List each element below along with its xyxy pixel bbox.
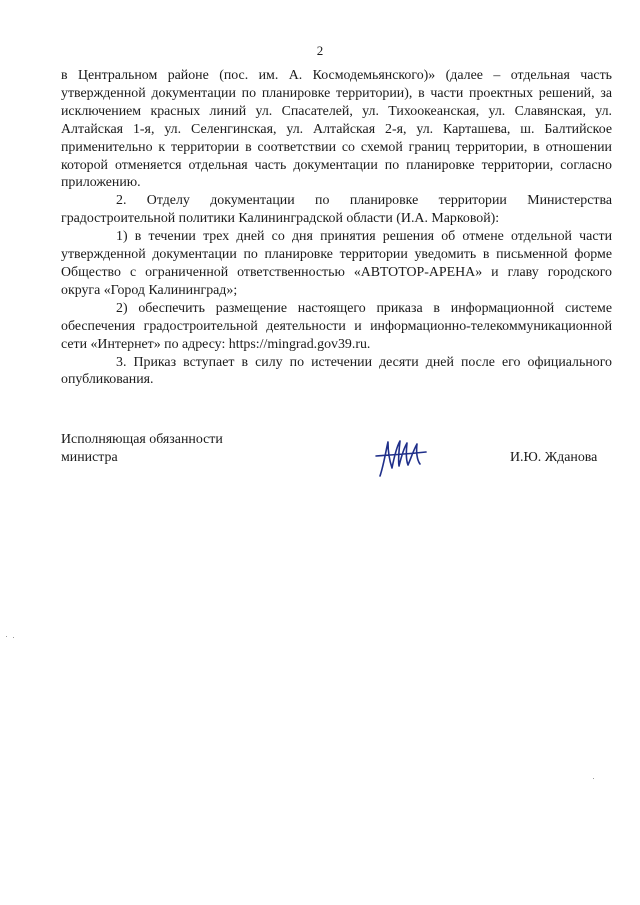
scan-speck	[593, 778, 594, 779]
signatory-position-line1: Исполняющая обязанности	[61, 432, 223, 447]
signatory-position-line2: министра	[61, 450, 118, 465]
paragraph-item-3: 3. Приказ вступает в силу по истечении десяти дней после его официального опубликования.	[61, 354, 612, 388]
handwritten-signature	[374, 436, 430, 480]
paragraph-item-2: 2. Отделу документации по планировке территории Министерства градостроительной политики Калининградской области (И.А. Марковой):	[61, 193, 612, 227]
document-body	[61, 67, 612, 389]
scan-speck	[13, 637, 14, 638]
signatory-position	[61, 431, 223, 467]
signatory-name: И.Ю. Жданова	[510, 450, 598, 465]
scan-speck	[6, 636, 7, 637]
paragraph-subitem-2: 2) обеспечить размещение настоящего приказа в информационной системе обеспечения градостроительной деятельности и информационно-телекоммуникационной сети «Интернет» по адресу: https://mingrad.gov39.ru.	[61, 300, 612, 352]
paragraph-subitem-1: 1) в течении трех дней со дня принятия решения об отмене отдельной части утвержденной документации по планировке территории уведомить в письменной форме Общество с ограниченной ответственностью «АВТОТОР-АРЕНА» и главу городского округа «Город Калининград»;	[61, 229, 612, 298]
page-number: 2	[316, 43, 324, 58]
paragraph-continuation: в Центральном районе (пос. им. А. Космодемьянского)» (далее – отдельная часть утвержденной документации по планировке территории), в части проектных решений, за исключением красных линий ул. Спасателей, ул. Тихоокеанская, ул. Славянская, ул. Алтайская 1-я, ул. Селенгинская, ул. Алтайская 2-я, ул. Карташева, ш. Балтийское применительно к территории в соответствии со схемой границ территории, в отношении которой отменяется отдельная часть документации по планировке территории, согласно приложению.	[61, 68, 612, 191]
